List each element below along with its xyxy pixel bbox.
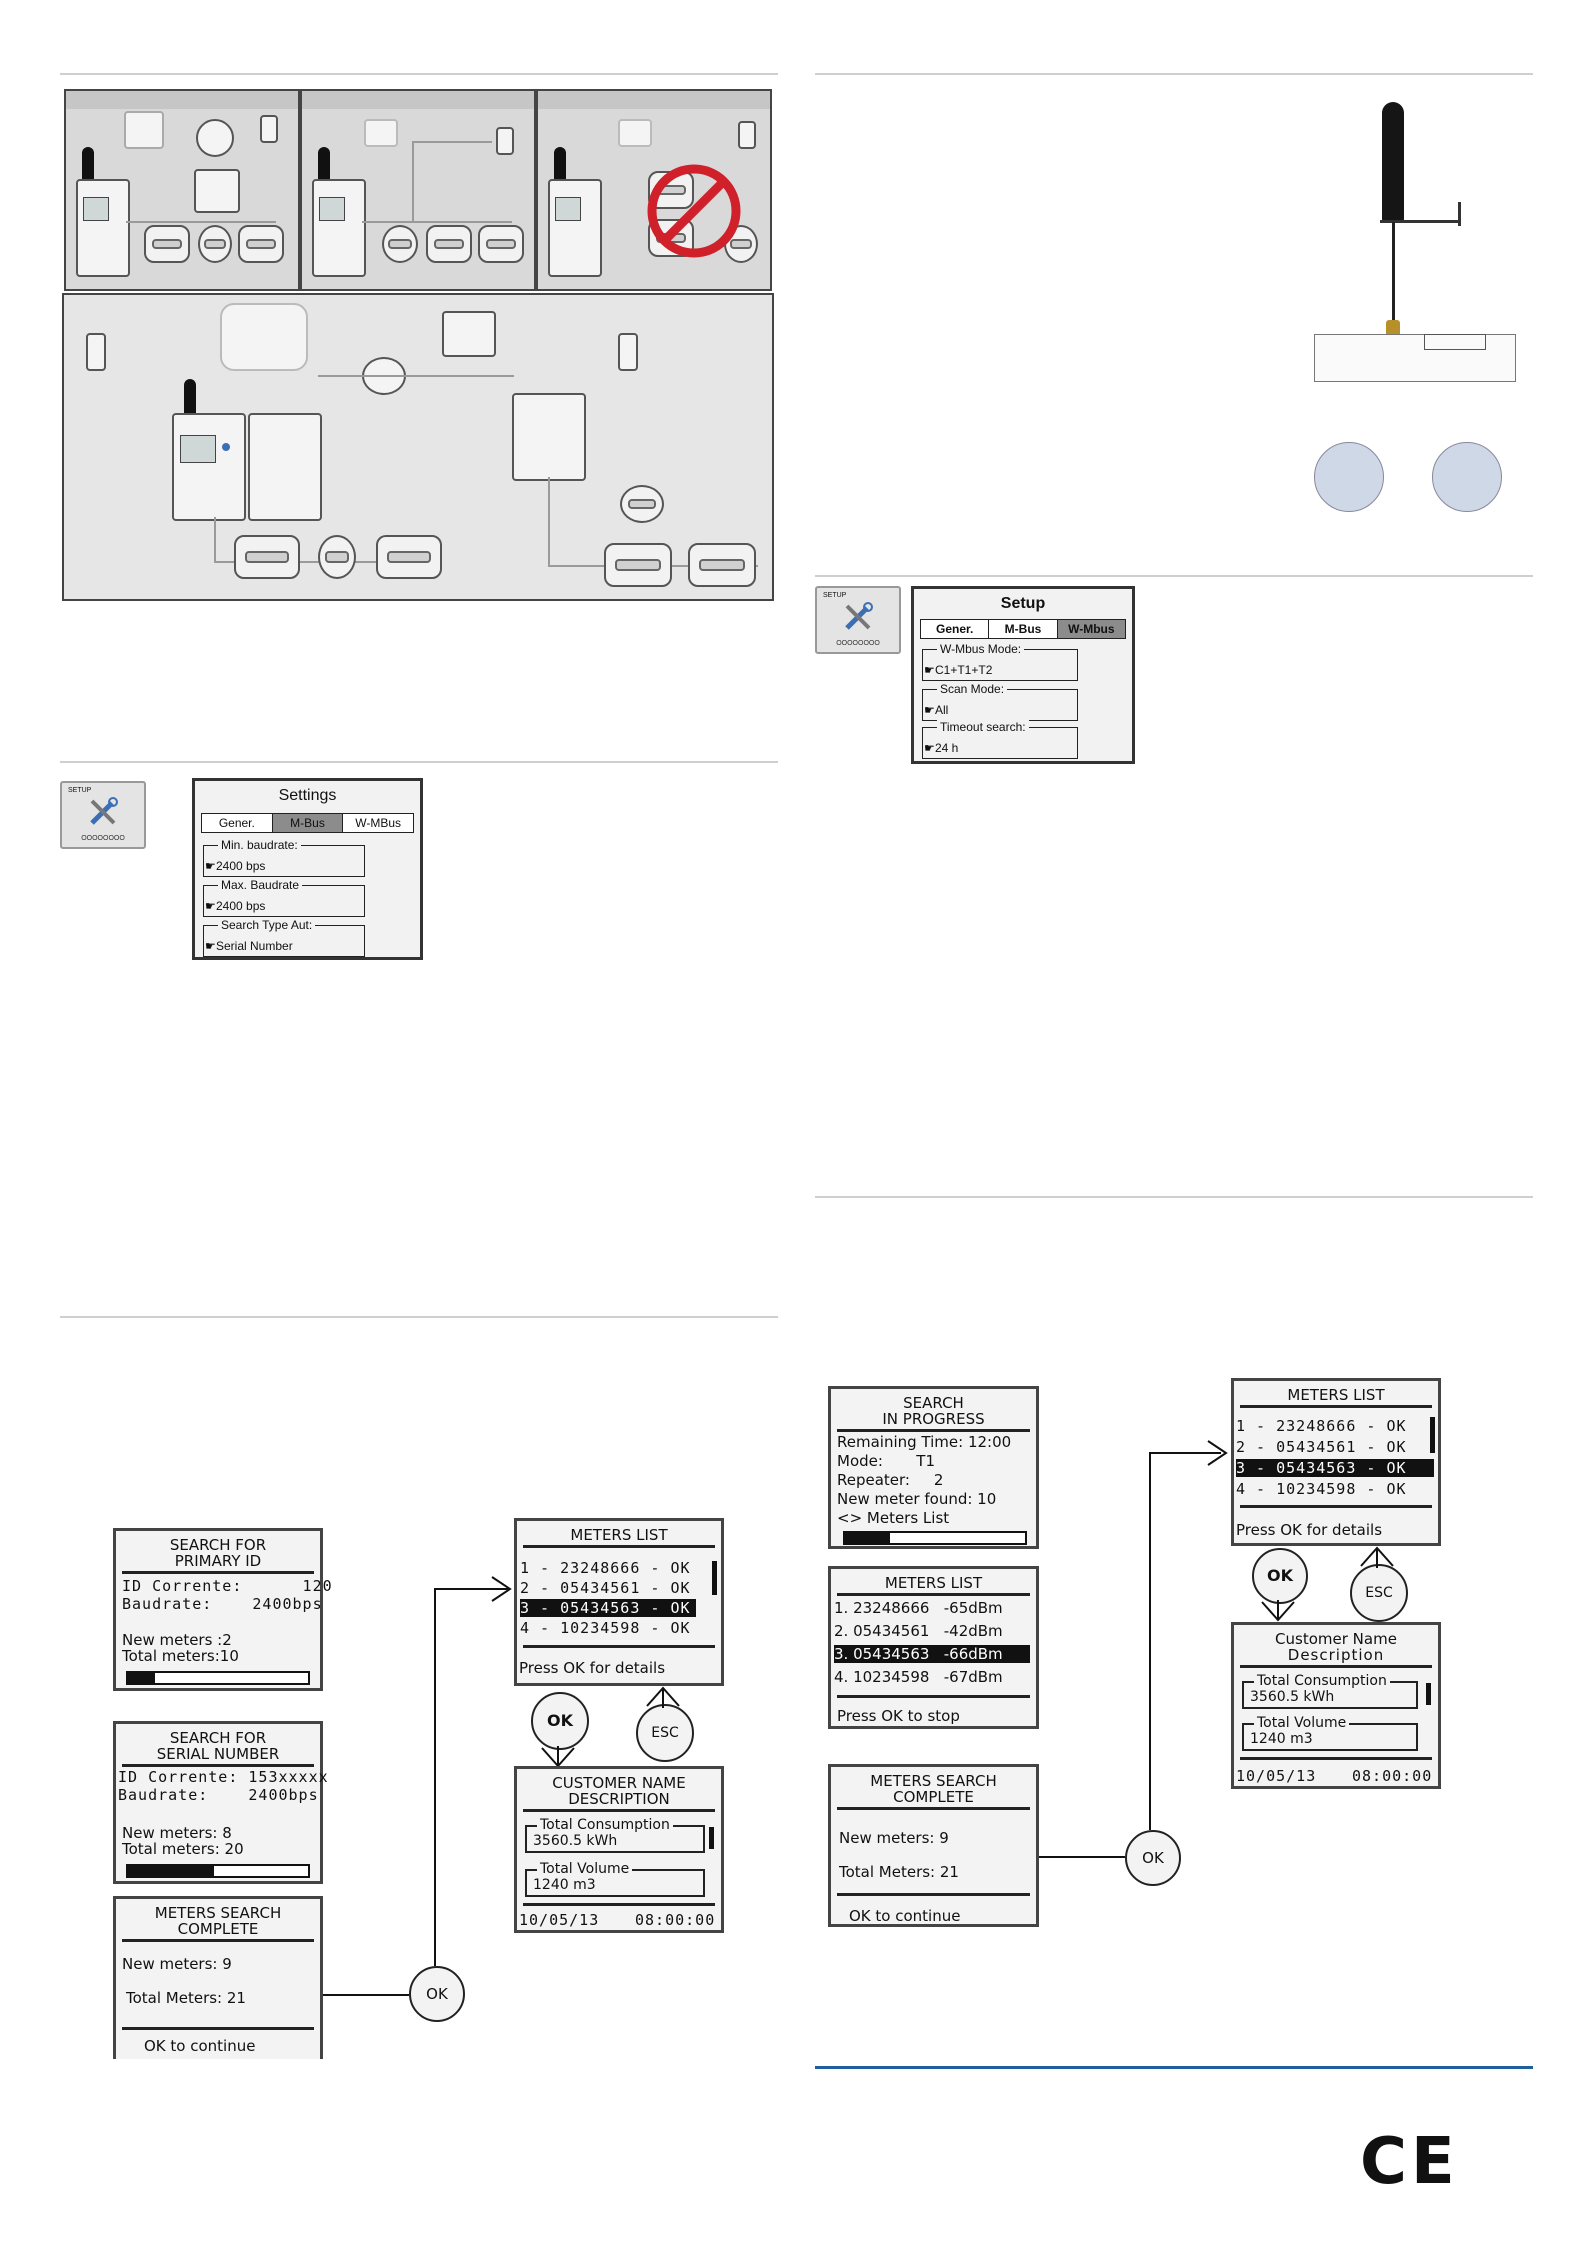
screen-title: METERS SEARCH (870, 1772, 997, 1790)
antenna-illustration (1310, 98, 1520, 518)
tools-icon (86, 795, 120, 829)
rssi-list-screen (828, 1566, 1039, 1729)
title-divider (523, 1809, 715, 1812)
handheld-device (738, 121, 756, 149)
screen-title: SEARCH (903, 1394, 964, 1412)
antenna-cable (1392, 222, 1395, 322)
setup-icon[interactable] (60, 781, 146, 849)
volume-field (525, 1861, 705, 1897)
field-label: Total Volume (1254, 1715, 1349, 1731)
rule-left-flow (60, 1316, 778, 1318)
device-screen (180, 435, 216, 463)
scrollbar[interactable] (712, 1561, 717, 1595)
progress-fill (128, 1673, 155, 1683)
list-item[interactable]: 4. 10234598 -67dBm (834, 1668, 1003, 1686)
footer-divider (523, 1903, 715, 1906)
list-item-selected[interactable]: 3 - 05434563 - OK (1236, 1459, 1434, 1477)
new-meters-row: New meters: 8 (122, 1824, 232, 1842)
tab-general[interactable]: Gener. (921, 620, 989, 638)
connector-line (434, 1588, 436, 1966)
total-meters-row: Total Meters: 21 (839, 1863, 959, 1881)
connector-line (1149, 1452, 1151, 1830)
rule-bottom-blue (815, 2066, 1533, 2069)
footer-divider (1240, 1505, 1432, 1508)
footer-divider (1240, 1757, 1432, 1760)
pointer-icon: ☛ (924, 663, 935, 677)
screen-subtitle: DESCRIPTION (568, 1790, 670, 1808)
consumption-field (525, 1817, 705, 1853)
settings-tabs (201, 813, 414, 833)
meter-device (620, 485, 664, 523)
pointer-icon: ☛ (924, 741, 935, 755)
meter-device (238, 225, 284, 263)
handheld-device (496, 127, 514, 155)
panel-band (302, 91, 534, 109)
esc-button[interactable] (636, 1704, 694, 1762)
screen-title: Customer Name (1275, 1630, 1397, 1648)
field-value: 3560.5 kWh (533, 1833, 618, 1849)
top-rule-left (60, 73, 778, 75)
title-divider (1240, 1405, 1432, 1408)
terminal-block (1424, 334, 1486, 350)
list-item[interactable]: 2 - 05434561 - OK (520, 1579, 691, 1597)
scrollbar[interactable] (709, 1827, 714, 1849)
setup-tabs (920, 619, 1126, 639)
wmbus-mode-field[interactable] (922, 642, 1078, 681)
title-divider (837, 1807, 1030, 1810)
baudrate-row: Baudrate: 2400bps (122, 1595, 323, 1613)
rotary-switch (1432, 442, 1502, 512)
bus-wire (126, 221, 276, 223)
arrow-right-icon (1206, 1439, 1230, 1467)
repeater-row: Repeater: 2 (837, 1471, 944, 1489)
field-label: Min. baudrate: (218, 838, 301, 852)
customer-detail-screen (514, 1766, 724, 1933)
stop-hint: Press OK to stop (837, 1707, 960, 1725)
screen-title: METERS LIST (884, 1574, 983, 1592)
meter-device (198, 225, 232, 263)
esc-button-label: ESC (1365, 1585, 1393, 1601)
repeater-device (220, 303, 308, 371)
meters-list-shortcut[interactable]: <> Meters List (837, 1509, 950, 1527)
esc-button[interactable] (1350, 1564, 1408, 1622)
antenna-icon (554, 147, 566, 183)
meters-list-screen (1231, 1378, 1441, 1546)
room-sensor (196, 119, 234, 157)
bus-wire (362, 221, 512, 223)
panel-band (538, 91, 770, 109)
handheld-device (86, 333, 106, 371)
mode-row: Mode: T1 (837, 1452, 936, 1470)
ok-button-label: OK (426, 1985, 448, 2003)
scan-mode-field[interactable] (922, 682, 1078, 721)
setup-screen (911, 586, 1135, 764)
search-progress-bar (126, 1864, 310, 1878)
thermostat-device (194, 169, 240, 213)
setup-icon[interactable] (815, 586, 901, 654)
gateway-device (312, 179, 366, 277)
continue-hint: OK to continue (144, 2037, 256, 2055)
meter-device (376, 535, 442, 579)
pointer-icon: ☛ (205, 899, 216, 913)
title-divider (1240, 1665, 1432, 1668)
timeout-search-field[interactable] (922, 720, 1078, 759)
details-hint: Press OK for details (519, 1659, 666, 1677)
field-value: 2400 bps (216, 899, 266, 913)
repeater-device (124, 111, 164, 149)
repeater-device (364, 119, 398, 147)
rule-right-flow (815, 1196, 1533, 1198)
repeater-device (618, 119, 652, 147)
meters-list-screen (514, 1518, 724, 1686)
device-screen (83, 197, 109, 221)
search-serial-screen (113, 1721, 329, 1884)
field-label: Total Consumption (537, 1817, 673, 1833)
date-readout: 10/05/13 (1236, 1767, 1317, 1785)
screen-subtitle: IN PROGRESS (882, 1410, 985, 1428)
bus-wire (412, 141, 492, 143)
screen-subtitle: COMPLETE (893, 1788, 974, 1806)
panel-band (66, 91, 298, 109)
list-item[interactable]: 1 - 23248666 - OK (1236, 1417, 1407, 1435)
list-item[interactable]: 1 - 23248666 - OK (520, 1559, 691, 1577)
details-hint: Press OK for details (1236, 1521, 1383, 1539)
antenna-whip (1382, 102, 1404, 222)
keypad-dot (222, 443, 230, 451)
ok-button[interactable] (409, 1966, 465, 2022)
pointer-icon: ☛ (205, 939, 216, 953)
progress-fill (128, 1866, 214, 1876)
handheld-device (618, 333, 638, 371)
meter-device (478, 225, 524, 263)
settings-screen (192, 778, 423, 960)
meter-device (426, 225, 472, 263)
rotary-switch (1314, 442, 1384, 512)
screen-subtitle: PRIMARY ID (174, 1552, 262, 1570)
mbus-master-module (512, 393, 586, 481)
prohibited-icon (646, 163, 742, 259)
title-divider (122, 1571, 314, 1574)
date-readout: 10/05/13 (519, 1911, 600, 1929)
diagram-panel-3 (536, 89, 772, 291)
field-value: 1240 m3 (533, 1877, 596, 1893)
diagram-panel-1 (64, 89, 300, 291)
handheld-device (260, 115, 278, 143)
screen-title: METERS SEARCH (154, 1904, 282, 1922)
progress-fill (845, 1533, 890, 1543)
total-meters-row: Total Meters: 21 (126, 1989, 246, 2007)
up-arrow-icon (1359, 1544, 1395, 1568)
ok-button-label: OK (1267, 1566, 1293, 1585)
baudrate-row: Baudrate: 2400bps (118, 1786, 319, 1804)
footer-divider (523, 1645, 715, 1648)
list-item[interactable]: 2 - 05434561 - OK (1236, 1438, 1407, 1456)
title-divider (122, 1764, 314, 1767)
ok-button-label: OK (1142, 1849, 1164, 1867)
screen-title: METERS LIST (570, 1526, 668, 1544)
ok-button-label: OK (547, 1711, 573, 1730)
list-item[interactable]: 4 - 10234598 - OK (520, 1619, 691, 1637)
setup-title: Setup (1000, 595, 1046, 612)
ok-button[interactable] (1252, 1548, 1308, 1604)
field-label: W-Mbus Mode: (937, 642, 1024, 656)
screen-subtitle: Description (1287, 1646, 1385, 1664)
pointer-icon: ☛ (924, 703, 935, 717)
consumption-field (1242, 1673, 1418, 1709)
setup-icon-label: SETUP (823, 592, 847, 599)
field-value: Serial Number (216, 939, 293, 953)
footer-divider (837, 1893, 1030, 1896)
connector-line (1039, 1856, 1125, 1858)
new-meters-row: New meters: 9 (839, 1829, 949, 1847)
search-progress-bar (843, 1531, 1027, 1545)
customer-detail-screen (1231, 1622, 1441, 1789)
footer-divider (837, 1695, 1030, 1698)
title-divider (837, 1593, 1030, 1596)
rule-setup (815, 575, 1533, 577)
footer-divider (122, 2027, 314, 2030)
title-divider (837, 1429, 1030, 1432)
search-primary-screen (113, 1528, 333, 1691)
gateway-device (548, 179, 602, 277)
pointer-icon: ☛ (205, 859, 216, 873)
time-readout: 08:00:00 (1352, 1767, 1433, 1785)
meter-device (234, 535, 300, 579)
arrow-right-icon (490, 1575, 514, 1603)
meter-device (604, 543, 672, 587)
screen-title: CUSTOMER NAME (552, 1774, 686, 1792)
meter-device (144, 225, 190, 263)
screen-title: SEARCH FOR (169, 1729, 267, 1747)
tools-icon (841, 600, 875, 634)
field-label: Search Type Aut: (218, 918, 315, 932)
tab-wmbus[interactable]: W-Mbus (1058, 620, 1125, 638)
diagram-panel-main (62, 293, 774, 601)
diagram-panel-2 (300, 89, 536, 291)
field-label: Max. Baudrate (218, 878, 302, 892)
screen-subtitle: COMPLETE (177, 1920, 259, 1938)
tab-mbus[interactable]: M-Bus (989, 620, 1057, 638)
meter-device (318, 535, 356, 579)
field-value: 3560.5 kWh (1250, 1689, 1335, 1705)
volume-field (1242, 1715, 1418, 1751)
search-type-field[interactable] (203, 918, 365, 957)
min-baudrate-field[interactable] (203, 838, 365, 877)
search-complete-screen (113, 1896, 323, 2059)
thermostat-device (442, 311, 496, 357)
title-divider (122, 1939, 314, 1942)
bus-wire (412, 141, 414, 221)
device-screen (319, 197, 345, 221)
meter-device (688, 543, 756, 587)
field-label: Scan Mode: (937, 682, 1007, 696)
tab-mbus[interactable]: M-Bus (273, 814, 344, 832)
scrollbar[interactable] (1430, 1417, 1435, 1453)
top-rule-right (815, 73, 1533, 75)
gateway-device (172, 413, 246, 521)
list-item-selected[interactable]: 3 - 05434563 - OK (520, 1599, 696, 1617)
antenna-bracket-tip (1458, 202, 1461, 226)
down-arrow-icon (1260, 1600, 1296, 1624)
new-meters-row: New meters :2 (122, 1631, 232, 1649)
meter-device (382, 225, 418, 263)
max-baudrate-field[interactable] (203, 878, 365, 917)
list-item[interactable]: 1. 23248666 -65dBm (834, 1599, 1003, 1617)
scrollbar[interactable] (1426, 1683, 1431, 1705)
connector-line (323, 1994, 409, 1996)
tab-general[interactable]: Gener. (202, 814, 273, 832)
field-label: Timeout search: (937, 720, 1029, 734)
esc-button-label: ESC (651, 1725, 679, 1741)
id-row: ID Corrente: 120 (122, 1577, 333, 1595)
tab-wmbus[interactable]: W-MBus (343, 814, 413, 832)
mbus-module (248, 413, 322, 521)
setup-icon-caption: OOOOOOOO (836, 640, 880, 647)
setup-icon-caption: OOOOOOOO (81, 835, 125, 842)
ce-mark: CE (1360, 2125, 1459, 2199)
up-arrow-icon (645, 1684, 681, 1708)
field-value: All (935, 703, 949, 717)
new-meters-row: New meters: 9 (122, 1955, 232, 1973)
list-item-selected[interactable]: 3. 05434563 -66dBm (834, 1645, 1030, 1663)
total-meters-row: Total meters:10 (122, 1647, 239, 1665)
bus-wire (318, 375, 514, 377)
field-value: 1240 m3 (1250, 1731, 1313, 1747)
ok-button[interactable] (531, 1692, 589, 1750)
bus-wire (214, 517, 216, 561)
list-item[interactable]: 4 - 10234598 - OK (1236, 1480, 1407, 1498)
time-readout: 08:00:00 (635, 1911, 716, 1929)
total-meters-row: Total meters: 20 (122, 1840, 244, 1858)
field-value: 24 h (935, 741, 959, 755)
setup-icon-label: SETUP (68, 787, 92, 794)
rule-settings (60, 761, 778, 763)
search-progress-bar (126, 1671, 310, 1685)
title-divider (523, 1545, 715, 1548)
continue-hint: OK to continue (849, 1907, 961, 1925)
field-label: Total Volume (537, 1861, 632, 1877)
remaining-time-row: Remaining Time: 12:00 (837, 1433, 1012, 1451)
screen-subtitle: SERIAL NUMBER (156, 1745, 280, 1763)
device-screen (555, 197, 581, 221)
search-complete-screen (828, 1764, 1039, 1927)
field-value: C1+T1+T2 (935, 663, 993, 677)
field-label: Total Consumption (1254, 1673, 1390, 1689)
id-row: ID Corrente: 153xxxxx (118, 1768, 329, 1786)
field-value: 2400 bps (216, 859, 266, 873)
settings-title: Settings (278, 787, 337, 804)
antenna-icon (82, 147, 94, 183)
screen-title: SEARCH FOR (169, 1536, 267, 1554)
screen-title: METERS LIST (1287, 1386, 1385, 1404)
bus-wire (548, 477, 550, 565)
gateway-device (76, 179, 130, 277)
ok-button[interactable] (1125, 1830, 1181, 1886)
new-meter-found-row: New meter found: 10 (837, 1490, 997, 1508)
list-item[interactable]: 2. 05434561 -42dBm (834, 1622, 1003, 1640)
search-progress-screen (828, 1386, 1039, 1549)
antenna-icon (318, 147, 330, 183)
